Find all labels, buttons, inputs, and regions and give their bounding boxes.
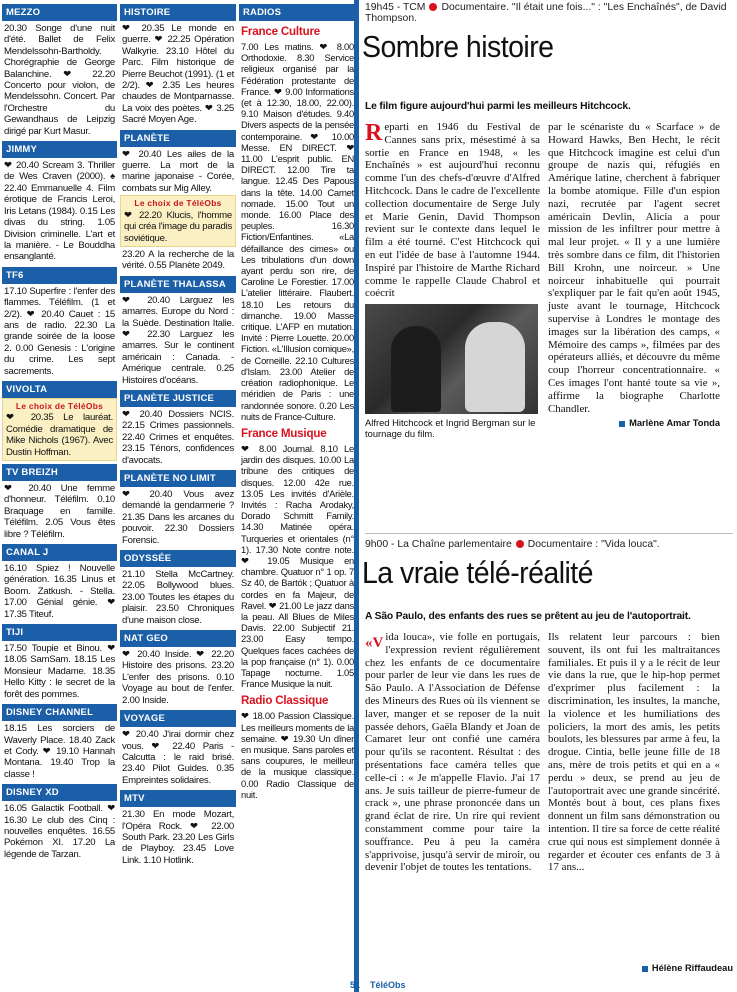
- listings-column-2: [120, 0, 236, 984]
- figure-silhouette: [465, 322, 525, 412]
- listing-entry: 23.20 A la recherche de la vérité. 0.55 Planète 2049.: [122, 248, 234, 272]
- editor-choice-text: ❤ 22.20 Klucis, l'homme qui créa l'image du paradis soviétique.: [124, 209, 232, 244]
- channel-header: HISTOIRE: [120, 4, 236, 21]
- editor-choice-text: ❤ 20.35 Le lauréat. Comédie dramatique de Mike Nichols (1967). Avec Dustin Hoffman.: [6, 412, 113, 458]
- listing-entry: 17.10 Superfire : l'enfer des flammes. Téléfilm. (1 et 2/2). ❤ 20.40 Cauet : 15 ans de radio. 22.30 La grande soirée de la loose 2. 0.00 Genesis : L'origine du crime. Les sept sacrements.: [4, 285, 115, 377]
- page-number: 51: [350, 980, 361, 990]
- channel-header: TIJI: [2, 624, 117, 641]
- drop-cap: R: [365, 120, 383, 146]
- photo-caption: Alfred Hitchcock et Ingrid Bergman sur le tournage du film.: [365, 417, 536, 440]
- figure-silhouette: [391, 326, 441, 412]
- listing-entry: 20.30 Songe d'une nuit d'été. Ballet de Felix Mendelssohn-Bartholdy. Chorégraphie de George Balanchine. ❤ 22.20 Concerto pour violon, de Mendelssohn. Concert. Par l'Orchestre du Gewandhaus de Leipzig dirigé par Kurt Masur.: [4, 23, 115, 137]
- article-kicker: Le film figure aujourd'hui parmi les meilleurs Hitchcock.: [365, 101, 631, 112]
- article-column-left: [365, 631, 540, 874]
- page-folio: [340, 980, 406, 990]
- radio-station-name: France Musique: [241, 426, 327, 440]
- author-signature: Hélène Riffaudeau: [365, 963, 733, 973]
- broadcast-time: 9h00: [365, 539, 389, 550]
- article-body: [365, 121, 733, 440]
- listing-entry: ❤ 20.40 Inside. ❤ 22.20 Histoire des prisons. 23.20 L'enfer des prisons. 0.10 Voyage au bout de l'enfer. 2.00 Inside.: [122, 649, 234, 706]
- editor-choice-box: [120, 195, 236, 247]
- article-sombre-histoire: [362, 0, 733, 440]
- genre: Documentaire : "Vida louca".: [527, 539, 660, 550]
- listing-entry: ❤ 20.40 Larguez les amarres. Europe du Nord : la Suède. Destination Italie. ❤ 22.30 Larguez les amarres. Sur le continent américain : Canada. - Amérique centrale. 0.25 Histoires d'océans.: [122, 294, 234, 386]
- channel-header: MEZZO: [2, 4, 117, 21]
- channel-name: La Chaîne parlementaire: [397, 539, 512, 550]
- listing-entry: ❤ 20.40 Une femme d'honneur. Téléfilm. 0.10 Braquage en famille. Téléfilm. 2.05 Vous êtes libre ? Téléfilm.: [4, 483, 115, 540]
- square-bullet-icon: [619, 421, 625, 427]
- channel-header: VIVOLTA: [2, 381, 117, 398]
- article-meta: 9h00 - La Chaîne parlementaire Documentaire : "Vida louca".: [365, 539, 660, 550]
- radio-station-name: Radio Classique: [241, 694, 329, 708]
- listing-entry: 16.05 Galactik Football. ❤ 16.30 Le club des Cinq : nouvelles enquêtes. 16.55 Pokémon XI. 17.20 La légende de Tarzan.: [4, 803, 115, 860]
- channel-header: PLANÈTE NO LIMIT: [120, 470, 236, 487]
- article-text-right: par le scénariste du « Scarface » de Howard Hawks, Ben Hecht, le récit que Hitchcock imagine est celui d'un groupe de nazis qui, réfugiés en Amérique latine, cherchent à fabriquer la bombe atomique. Fille d'un espion nazi, recrutée par l'agent secret américain Devlin, Alicia a pour mission de les infiltrer pour mettre à mal leur projet. « Il y a une lumière très sombre dans ce film, dit l'historien Bill Krohn, une noirceur. » Une noirceur inhabituelle qui pourrait s'expliquer par le fait qu'en août 1945, juste avant le tournage, Hitchcock supervise à Londres le montage des images sur la libération des camps, « Mémoire des camps », filmées par des opérateurs alliés, et découvre du même coup l'horreur concentrationnaire. « Ces images l'ont hanté toute sa vie », affirme la biographe Charlotte Chandler.: [548, 121, 720, 415]
- channel-header: TF6: [2, 267, 117, 284]
- tv-listings: [0, 0, 354, 984]
- listing-entry: ❤ 20.35 Le monde en guerre. ❤ 22.25 Opération Walkyrie. 23.10 Hôtel du Parc. Film historique de Pierre Beuchot (1991). (1 et 2/2). ❤ 2.35 Les heures chaudes de Montparnasse. La voix des poètes. ❤ 3.25 Sacré Moyen Age.: [122, 23, 234, 126]
- listing-entry: ❤ 20.40 Dossiers NCIS. 22.15 Crimes passionnels. 22.40 Crimes et enquêtes. 23.15 Ténors, confidences d'avocats.: [122, 408, 234, 466]
- listing-entry: 21.30 En mode Mozart, l'Opéra Rock. ❤ 22.00 South Park. 23.20 Les Girls de Playboy. 23.45 Love Link. 1.10 Hotlink.: [122, 809, 234, 866]
- channel-header: MTV: [120, 790, 236, 807]
- square-bullet-icon: [642, 966, 648, 972]
- listing-entry: ❤ 20.40 Les ailes de la guerre. La mort de la marine japonaise - Corée, combats sur Mig Alley.: [122, 148, 234, 194]
- channel-header: PLANÈTE JUSTICE: [120, 390, 236, 407]
- listing-entry: ❤ 20.40 J'irai dormir chez vous. ❤ 22.40 Paris - Calcutta : le raid brisé. 23.40 Pilot Guides. 0.35 Empreintes solidaires.: [122, 729, 234, 786]
- listing-entry: 17.50 Toupie et Binou. ❤ 18.05 SamSam. 18.15 Les Monsieur Madame. 18.35 Hello Kitty : le secret de la forêt des pommes.: [4, 643, 115, 700]
- channel-header: TV BREIZH: [2, 464, 117, 481]
- article-text-right: Ils relatent leur parcours : bien souvent, ils ont fui les maltraitances familiales. Et puis il y a le récit de leur vie dans la rue, que le hip-hop permet d'exprimer plus facilement : la discrimination, les insultes, la manche, la violence et les humiliations des policiers, la mort des amis, les petits boulots, les blessures par arme à feu, la drogue. Cintia, belle jeune fille de 18 ans, mère de trois petits et qui en a « perdu » deux, se prend au jeu de l'autoportrait avec une grande sincérité. Montés bout à bout, ces plans fixes donnent un film sans démonstration ou intention. Il tire sa force de cette réalité crue qui nous est simplement donnée à regarder et écouter ces enfants de 3 à 17 ans...: [548, 631, 720, 874]
- listing-entry: ❤ 20.40 Scream 3. Thriller de Wes Craven (2000). ♠ 22.40 Emmanuelle 4. Film érotique de Francis Leroi, Iris Letans (1984). 0.15 Les divas du string. 1.05 Division criminelle. L'art et la manière. - Le Bouddha ensanglanté.: [4, 160, 115, 263]
- article-meta: 19h45 - TCM Documentaire. "Il était une fois..." : "Les Enchaînés", de David Thompson.: [365, 2, 727, 24]
- channel-name: TCM: [402, 2, 426, 13]
- radio-station-name: France Culture: [241, 25, 321, 38]
- magazine-name: TéléObs: [370, 980, 406, 990]
- author-signature: Marlène Amar Tonda: [548, 418, 720, 428]
- listing-entry: ❤ 8.00 Journal. 8.10 Le jardin des disques. 10.00 La tribune des critiques de disques. 12.00 42e rue. 13.05 Les invités d'Arièle. Invités : Racha Arodaky, Dorado Schmitt Family. 14.30 Matinée opéra. Turqueries et orientales (n° 1). 17.30 Note contre note. ❤ 19.05 Musique en chambre. Quatuor n° 1 op. 7 Sz 40, de Bartók ; Quatuor à cordes en fa Majeur, de Ravel. ❤ 21.00 Le jazz dans la peau. All Blues de Miles Davis. 22.00 Subjectif 21. 23.00 Easy tempo. Quelques faces cachées de la pop française (n° 1). 0.00 Tapage nocturne. 1.05 France Musique la nuit.: [241, 442, 354, 690]
- channel-header: PLANÈTE: [120, 130, 236, 147]
- article-column-right: [548, 631, 720, 874]
- article-title: La vraie télé-réalité: [362, 555, 593, 590]
- listing-entry: 16.10 Spiez ! Nouvelle génération. 16.35 Linus et Boom. Zatkush. - Stella. 17.00 Génial génie. ❤ 17.35 Titeuf.: [4, 563, 115, 620]
- listing-entry: ❤ 20.40 Vous avez demandé la gendarmerie ? 21.35 Dans les arcanes du pouvoir. 22.30 Dossiers Forensic.: [122, 489, 234, 546]
- listing-entry: ❤ 18.00 Passion Classique. Les meilleurs moments de la semaine. ❤ 19.30 Un dîner en musique. Sans paroles et sans coupures, le meilleur de la musique classique. 0.00 Radio Classique de nuit.: [241, 710, 354, 800]
- channel-header: DISNEY XD: [2, 784, 117, 801]
- red-dot-icon: [429, 3, 437, 11]
- photo-hitchcock-bergman: [365, 304, 538, 414]
- listings-column-3: [239, 0, 356, 984]
- article-vraie-tele-realite: [362, 537, 733, 874]
- channel-header: JIMMY: [2, 141, 117, 158]
- article-column-left: [365, 121, 540, 440]
- channel-header: DISNEY CHANNEL: [2, 704, 117, 721]
- listing-entry: 18.15 Les sorciers de Waverly Place. 18.40 Zack et Cody. ❤ 19.10 Hannah Montana. 19.40 Trop la classe !: [4, 723, 115, 780]
- channel-header: CANAL J: [2, 544, 117, 561]
- listings-column-1: [2, 0, 117, 984]
- article-kicker: A São Paulo, des enfants des rues se prêtent au jeu de l'autoportrait.: [365, 611, 691, 622]
- article-text-left: Reparti en 1946 du Festival de Cannes sans prix, mésestimé à sa sortie en France en 1948, « les Enchaînés » est aujourd'hui reconnu comme l'un des chefs-d'œuvre d'Alfred Hitchcock. Dans le cadre de l'excellente collection documentaire de Serge July et Marie Genin, David Thompson revient sur le contexte dans lequel le film a été tourné. C'est Hitchcock qui en eut l'idée de base à l'automne 1944. Inspiré par l'histoire de Marthe Richard comme le rappelle Claude Chabrol et coécrit: [365, 120, 540, 300]
- article-divider: [365, 533, 733, 534]
- editor-choice-box: [2, 398, 117, 461]
- genre: Documentaire. "Il était une fois..." : "Les Enchaînés", de David Thompson.: [365, 2, 727, 24]
- channel-header: ODYSSÉE: [120, 550, 236, 567]
- channel-header: VOYAGE: [120, 710, 236, 727]
- editor-choice-label: Le choix de TéléObs: [134, 198, 222, 209]
- channel-header: RADIOS: [239, 4, 356, 21]
- article-title: Sombre histoire: [362, 29, 554, 64]
- article-text-left: «V ida louca», vie folle en portugais, l'expression revient régulièrement chez les enfants de ce documentaire pour parler de leur vie dans les rues de São Paulo. A l'Association de Défense des Mineurs des Rues où ils viennent se laver, manger et se reposer de la nuit passée dehors, Gaëla Blandy et Joan de Camaret leur ont confié une caméra pour qu'ils se racontent. Résultat : des présentations face caméra telles que celle-ci : « Je m'appelle Flavio. J'ai 17 ans. Je suis tailleur de pierre-fumeur de crack », une phrase prononcée dans un grand éclat de rire. Un rire qui revient constamment comme pour taire la souffrance. Peu à peu la caméra s'apprivoise, jusqu'à servir de miroir, ou devenir l'objet de toutes les tentations.: [365, 631, 540, 874]
- column-separator: [354, 0, 359, 992]
- article-body: [365, 631, 733, 874]
- listing-entry: 7.00 Les matins. ❤ 8.00 Orthodoxie. 8.30 Service religieux organisé par la Fédération protestante de France. ❤ 9.00 Informations (et à 12.30, 18.00, 22.00). 9.10 Maison d'études. 9.40 Divers aspects de la pensée contemporaine. ❤ 10.00 Messe. EN DIRECT. ❤ 11.00 L'esprit public. EN DIRECT. 12.00 Tire ta langue. 12.45 Des Papous dans la tête. 14.00 Carnet nomade. 15.00 Tout un monde. 16.00 Place des peuples. 16.30 Fiction/Enfantines. «La défaillance des cimes» ou Les tribulations d'un down ayant perdu son rire, de Caroline Le Forestier. 17.00 L'atelier littéraire. Flaubert. 18.10 Les retours du dimanche. 19.00 Masse critique. L'AFP en mutation. Invité : Pierre Louette. 20.00 Fiction. «L'Illusion comique», de Corneille. 22.10 Cultures d'Islam. 23.00 Atelier de création radiophonique. Le méridien de Paris : une randonnée sonore. 0.20 Les nuits de France-Culture.: [241, 41, 354, 422]
- listing-entry: 21.10 Stella McCartney. 22.05 Bollywood blues. 23.00 Toutes les étapes du plaisir. 23.50 Chroniques d'une maison close.: [122, 569, 234, 626]
- drop-cap: «V: [365, 635, 384, 651]
- article-column-right: [548, 121, 720, 440]
- channel-header: PLANÈTE THALASSA: [120, 276, 236, 293]
- editor-choice-label: Le choix de TéléObs: [15, 400, 104, 411]
- broadcast-time: 19h45: [365, 2, 394, 13]
- channel-header: NAT GEO: [120, 630, 236, 647]
- red-dot-icon: [516, 540, 524, 548]
